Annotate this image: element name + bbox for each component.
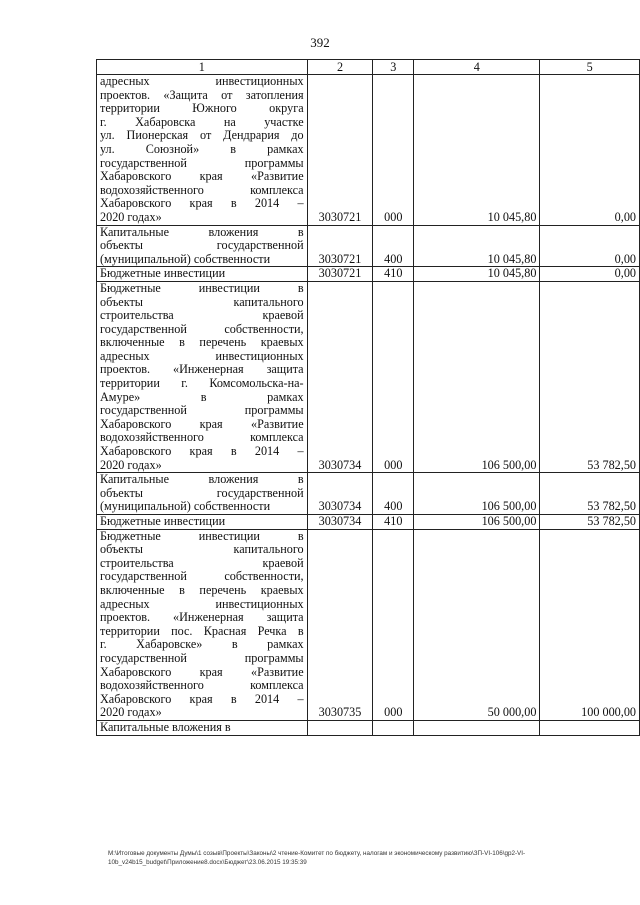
expense-type-code: 400: [373, 473, 414, 515]
expense-type-code: 000: [373, 529, 414, 720]
description-line: (муниципальной) собственности: [100, 251, 271, 266]
description-line: Хабаровского края в 2014 –: [100, 691, 304, 706]
description-line: государственной программы: [100, 403, 304, 418]
description-line: Бюджетные инвестиции: [100, 266, 226, 281]
amount-col5: 100 000,00: [540, 529, 640, 720]
description-line: объекты капитального: [100, 294, 304, 309]
description-line: объекты капитального: [100, 542, 304, 557]
description-line: ул. Пионерская от Дендрария до: [100, 128, 304, 143]
table-row: [97, 225, 640, 267]
expense-type-code: 400: [373, 225, 414, 267]
row-description: [97, 720, 308, 735]
description-line: государственной собственности,: [100, 569, 304, 584]
amount-col4: 106 500,00: [414, 281, 540, 472]
description-line: Хабаровского края «Развитие: [100, 169, 304, 184]
description-line: Бюджетные инвестиции в: [100, 280, 304, 295]
description-line: проектов. «Защита от затопления: [100, 87, 304, 102]
description-line: Амуре» в рамках: [100, 389, 304, 404]
description-line: Бюджетные инвестиции: [100, 514, 226, 528]
description-line: Капитальные вложения в: [100, 224, 304, 239]
table-row: [97, 281, 640, 472]
target-article-code: 3030734: [307, 473, 373, 515]
page-number: 392: [310, 35, 330, 50]
row-description: [97, 529, 308, 720]
description-line: Хабаровского края в 2014 –: [100, 444, 304, 459]
amount-col5: 0,00: [540, 267, 640, 282]
column-header-5: 5: [540, 60, 640, 75]
file-path-footer: [108, 850, 613, 867]
description-line: Хабаровского края «Развитие: [100, 664, 304, 679]
amount-col4: 10 045,80: [414, 225, 540, 267]
description-line: государственной программы: [100, 650, 304, 665]
column-header-1: 1: [97, 60, 308, 75]
description-line: ул. Союзной» в рамках: [100, 141, 304, 156]
row-description: [97, 473, 308, 515]
row-description: [97, 281, 308, 472]
description-line: г. Хабаровска на участке: [100, 114, 304, 129]
amount-col4: 10 045,80: [414, 267, 540, 282]
description-line: территории Южного округа: [100, 101, 304, 116]
description-line: адресных инвестиционных: [100, 74, 304, 88]
amount-col4: 106 500,00: [414, 473, 540, 515]
description-line: Капитальные вложения в: [100, 472, 304, 487]
target-article-code: 3030721: [307, 267, 373, 282]
row-description: [97, 515, 308, 530]
amount-col4: [414, 720, 540, 735]
expense-type-code: 410: [373, 267, 414, 282]
amount-col4: 106 500,00: [414, 515, 540, 530]
table-row: [97, 267, 640, 282]
row-description: [97, 225, 308, 267]
description-line: Капитальные вложения в: [100, 719, 231, 734]
table-row: [97, 515, 640, 530]
description-line: водохозяйственного комплекса: [100, 678, 304, 693]
amount-col5: 53 782,50: [540, 473, 640, 515]
description-line: территории пос. Красная Речка в: [100, 623, 304, 638]
description-line: (муниципальной) собственности: [100, 499, 271, 514]
amount-col4: 10 045,80: [414, 75, 540, 226]
row-description: [97, 75, 308, 226]
target-article-code: 3030734: [307, 515, 373, 530]
table-header-row: [97, 60, 640, 75]
expense-type-code: 000: [373, 281, 414, 472]
target-article-code: [307, 720, 373, 735]
amount-col5: 0,00: [540, 225, 640, 267]
description-line: г. Хабаровске» в рамках: [100, 637, 304, 652]
amount-col5: 53 782,50: [540, 515, 640, 530]
amount-col4: 50 000,00: [414, 529, 540, 720]
description-line: включенные в перечень краевых: [100, 335, 304, 350]
description-line: Бюджетные инвестиции в: [100, 528, 304, 543]
description-line: 2020 годах»: [100, 457, 162, 472]
description-line: адресных инвестиционных: [100, 596, 304, 611]
target-article-code: 3030735: [307, 529, 373, 720]
amount-col5: 53 782,50: [540, 281, 640, 472]
description-line: объекты государственной: [100, 485, 304, 500]
table-row: [97, 75, 640, 226]
description-line: государственной собственности,: [100, 321, 304, 336]
budget-table: [96, 59, 640, 736]
description-line: 2020 годах»: [100, 705, 162, 720]
description-line: Хабаровского края «Развитие: [100, 416, 304, 431]
table-row: [97, 473, 640, 515]
description-line: строительства краевой: [100, 308, 304, 323]
description-line: проектов. «Инженерная защита: [100, 610, 304, 625]
row-description: [97, 267, 308, 282]
description-line: территории г. Комсомольска-на-: [100, 376, 304, 391]
amount-col5: 0,00: [540, 75, 640, 226]
column-header-3: 3: [373, 60, 414, 75]
description-line: 2020 годах»: [100, 209, 162, 224]
description-line: включенные в перечень краевых: [100, 582, 304, 597]
expense-type-code: 000: [373, 75, 414, 226]
table-row: [97, 720, 640, 735]
column-header-2: 2: [307, 60, 373, 75]
column-header-4: 4: [414, 60, 540, 75]
target-article-code: 3030721: [307, 225, 373, 267]
expense-type-code: 410: [373, 515, 414, 530]
description-line: Хабаровского края в 2014 –: [100, 196, 304, 211]
target-article-code: 3030721: [307, 75, 373, 226]
target-article-code: 3030734: [307, 281, 373, 472]
description-line: строительства краевой: [100, 555, 304, 570]
table-row: [97, 529, 640, 720]
description-line: водохозяйственного комплекса: [100, 430, 304, 445]
expense-type-code: [373, 720, 414, 735]
amount-col5: [540, 720, 640, 735]
description-line: адресных инвестиционных: [100, 348, 304, 363]
footer-line-2: 10b_v24b15_budget\Приложение8.docx\Бюджет\23.06.2015 19:35:39: [108, 858, 307, 866]
description-line: проектов. «Инженерная защита: [100, 362, 304, 377]
footer-line-1: M:\Итоговые документы Думы\1 созыв\Проекты\Законы\2 чтение-Комитет по бюджету, налогам и экономическому развитию\ЗП-VI-106\gp2-VI-: [108, 850, 526, 857]
description-line: государственной программы: [100, 155, 304, 170]
description-line: водохозяйственного комплекса: [100, 182, 304, 197]
description-line: объекты государственной: [100, 238, 304, 253]
